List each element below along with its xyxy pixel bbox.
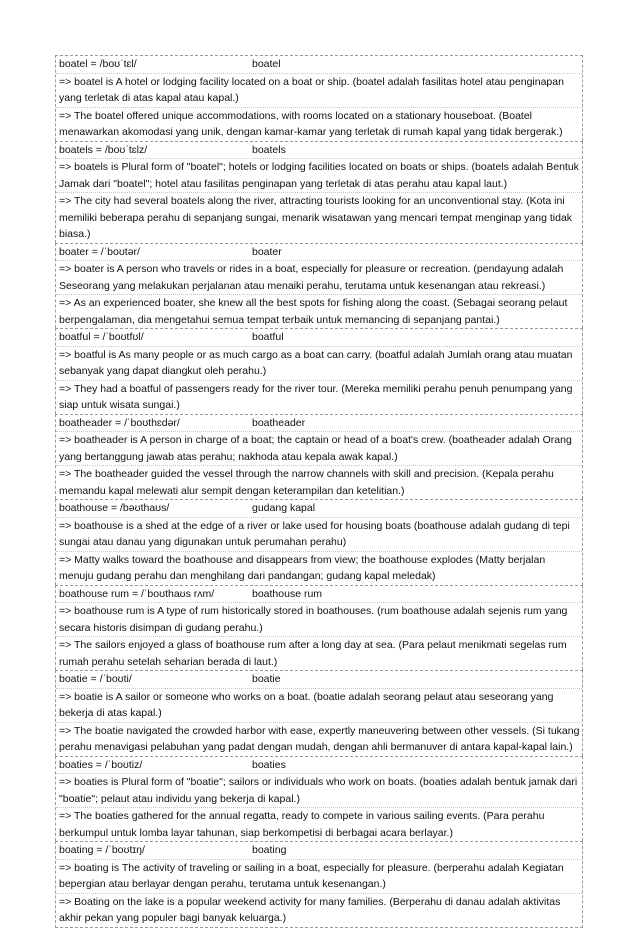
entry-boatful	[55, 328, 583, 414]
entry-header	[56, 56, 582, 73]
pronunciation: boaties = /ˈboʊtiz/	[59, 758, 143, 771]
example: => Boating on the lake is a popular weekend activity for many families. (Berperahu di danau adalah aktivitas akhir pekan yang populer bagi banyak keluarga.)	[56, 893, 582, 927]
example: => The boatie navigated the crowded harbor with ease, expertly maneuvering between other vessels. (Si tukang perahu menavigasi pelabuhan yang padat dengan mudah, dengan ahli bermanuver di antara kapal-kapal lain.)	[56, 722, 582, 756]
entry-boathouse-rum	[55, 585, 583, 671]
example: => As an experienced boater, she knew all the best spots for fishing along the coast. (Sebagai seorang pelaut berpengalaman, dia mengetahui semua tempat terbaik untuk memancing di sepanjang pantai.)	[56, 294, 582, 328]
entry-header	[56, 757, 582, 774]
entry-header	[56, 842, 582, 859]
example: => The boatheader guided the vessel through the narrow channels with skill and precision. (Kepala perahu memandu kapal melewati alur sempit dengan keterampilan dan ketelitian.)	[56, 465, 582, 499]
headword: boatie	[252, 673, 281, 685]
pronunciation: boatels = /boʊˈtɛlz/	[59, 143, 148, 156]
pronunciation: boatful = /ˈboʊtfʊl/	[59, 331, 144, 343]
entry-boatels	[55, 141, 583, 243]
entry-boatel	[55, 55, 583, 141]
entry-header	[56, 329, 582, 346]
entry-boatheader	[55, 414, 583, 500]
entry-header	[56, 415, 582, 432]
pronunciation: boater = /ˈboʊtər/	[59, 245, 140, 258]
example: => The boaties gathered for the annual regatta, ready to compete in various sailing events. (Para perahu berkumpul untuk lomba layar tahunan, siap berkompetisi di berbagai acara berlayar.)	[56, 807, 582, 841]
pronunciation: boathouse = /bəʊthaʊs/	[59, 502, 170, 514]
entry-header	[56, 586, 582, 603]
headword: gudang kapal	[252, 502, 316, 514]
definition: => boathouse rum is A type of rum historically stored in boathouses. (rum boathouse adalah sejenis rum yang secara historis disimpan di gudang perahu.)	[56, 602, 582, 636]
entry-header	[56, 142, 582, 159]
pronunciation: boatheader = /ˈboʊthɛdər/	[59, 416, 180, 429]
pronunciation: boatel = /boʊˈtɛl/	[59, 58, 137, 70]
entry-header	[56, 500, 582, 517]
entry-header	[56, 671, 582, 688]
headword: boaties	[252, 758, 286, 771]
example: => The city had several boatels along the river, attracting tourists looking for an unconventional stay. (Kota ini memiliki beberapa perahu di sepanjang sungai, menarik wisatawan yang mencari tempat menginap yang tidak biasa.)	[56, 192, 582, 243]
example: => Matty walks toward the boathouse and disappears from view; the boathouse explodes (Matty berjalan menuju gudang perahu dan menghilang dari pandangan; gudang kapal meledak)	[56, 551, 582, 585]
headword: boatels	[252, 143, 286, 156]
definition: => boatheader is A person in charge of a boat; the captain or head of a boat's crew. (boatheader adalah Orang yang bertanggung jawab atas perahu; nakhoda atau kepala awak kapal.)	[56, 431, 582, 465]
headword: boatheader	[252, 416, 306, 429]
definition: => boater is A person who travels or rides in a boat, especially for pleasure or recreation. (pendayung adalah Seseorang yang melakukan perjalanan atau menaiki perahu, terutama untuk kesenangan atau rekreasi.)	[56, 260, 582, 294]
entry-boater	[55, 243, 583, 329]
headword: boating	[252, 844, 287, 856]
headword: boatful	[252, 331, 284, 343]
example: => They had a boatful of passengers ready for the river tour. (Mereka memiliki perahu penuh penumpang yang siap untuk wisata sungai.)	[56, 380, 582, 414]
entry-boating	[55, 841, 583, 928]
entry-header	[56, 244, 582, 261]
dictionary-sheet	[55, 55, 583, 928]
pronunciation: boatie = /ˈboʊti/	[59, 673, 132, 685]
pronunciation: boathouse rum = /ˈboʊthaʊs rʌm/	[59, 587, 215, 600]
entry-boaties	[55, 756, 583, 842]
pronunciation: boating = /ˈboʊtɪŋ/	[59, 844, 145, 856]
headword: boathouse rum	[252, 587, 323, 600]
entry-boatie	[55, 670, 583, 756]
definition: => boaties is Plural form of "boatie"; sailors or individuals who work on boats. (boaties adalah bentuk jamak dari "boatie"; pelaut atau individu yang bekerja di kapal.)	[56, 773, 582, 807]
headword: boatel	[252, 58, 281, 70]
definition: => boatie is A sailor or someone who works on a boat. (boatie adalah seorang pelaut atau seseorang yang bekerja di atas kapal.)	[56, 688, 582, 722]
definition: => boathouse is a shed at the edge of a river or lake used for housing boats (boathouse adalah gudang di tepi sungai atau danau yang digunakan untuk perumahan perahu)	[56, 517, 582, 551]
definition: => boatel is A hotel or lodging facility located on a boat or ship. (boatel adalah fasilitas hotel atau penginapan yang terletak di atas kapal atau kapal.)	[56, 73, 582, 107]
headword: boater	[252, 245, 282, 258]
definition: => boating is The activity of traveling or sailing in a boat, especially for pleasure. (berperahu adalah Kegiatan bepergian atau berlayar dengan perahu, terutama untuk kesenangan.)	[56, 859, 582, 893]
definition: => boatful is As many people or as much cargo as a boat can carry. (boatful adalah Jumlah orang atau muatan sebanyak yang dapat diangkut oleh perahu.)	[56, 346, 582, 380]
entry-boathouse	[55, 499, 583, 585]
definition: => boatels is Plural form of "boatel"; hotels or lodging facilities located on boats or ships. (boatels adalah Bentuk Jamak dari "boatel"; hotel atau fasilitas penginapan yang terletak di atas perahu atau kapal laut.)	[56, 158, 582, 192]
example: => The sailors enjoyed a glass of boathouse rum after a long day at sea. (Para pelaut menikmati segelas rum rumah perahu setelah seharian berada di laut.)	[56, 636, 582, 670]
example: => The boatel offered unique accommodations, with rooms located on a stationary houseboat. (Boatel menawarkan akomodasi yang unik, dengan kamar-kamar yang terletak di rumah kapal yang tidak bergerak.)	[56, 107, 582, 141]
